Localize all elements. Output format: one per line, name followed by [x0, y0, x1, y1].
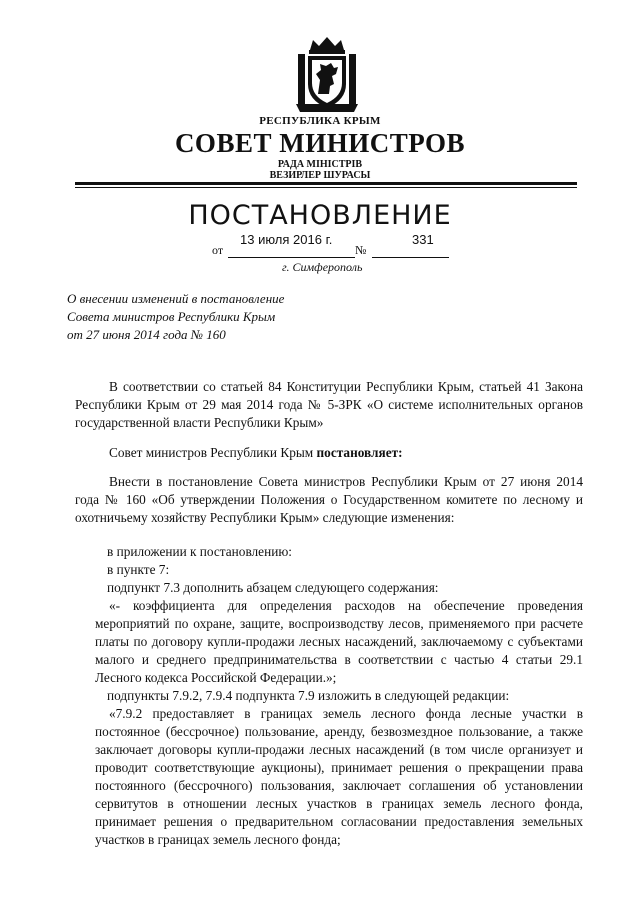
resolution-paragraph	[75, 444, 583, 462]
decree-date: 13 июля 2016 г.	[240, 232, 333, 247]
list-item: подпункт 7.3 дополнить абзацем следующего содержания:	[107, 580, 439, 595]
header-divider	[75, 182, 577, 185]
subject-line: О внесении изменений в постановление	[67, 291, 285, 306]
quoted-amendment: «7.9.2 предоставляет в границах земель лесного фонда лесные участки в постоянное (бессрочное) пользование, аренду, безвозмездное пользование, а также заключает договоры купли-продажи лесных насаждений (в том числе организует и проводит соответствующие аукционы), принимает решения о прекращении права постоянного (бессрочного) пользования, заключает соглашения об установлении сервитутов в отношении лесных участков в границах земель лесного фонда, принимает решения о предварительном согласовании предоставления земельных участков в границах земель лесного фонда;	[95, 706, 583, 847]
quoted-amendment: «- коэффициента для определения расходов на обеспечение проведения мероприятий по охране, защите, воспроизводству лесов, применяемого при расчете платы по договору купли-продажи лесных насаждений, заключаемому с субъектами малого и среднего предпринимательства в соответствии с частью 4 статьи 29.1 Лесного кодекса Российской Федерации.»;	[95, 598, 583, 685]
date-underline	[228, 257, 355, 258]
resolution-keyword: постановляет:	[316, 445, 403, 460]
preamble-paragraph: В соответствии со статьей 84 Конституции Республики Крым, статьей 41 Закона Республики Крым от 29 мая 2014 года № 5-ЗРК «О системе исполнительных органов государственной власти Республики Крым»	[75, 379, 583, 430]
decree-subject	[67, 290, 387, 344]
decree-number: 331	[412, 232, 434, 247]
list-item: подпункты 7.9.2, 7.9.4 подпункта 7.9 изложить в следующей редакции:	[107, 688, 510, 703]
council-name: СОВЕТ МИНИСТРОВ	[174, 128, 466, 158]
subject-line: от 27 июня 2014 года № 160	[67, 327, 226, 342]
header-divider-thin	[75, 187, 577, 188]
republic-name: РЕСПУБЛИКА КРЫМ	[259, 115, 381, 127]
council-name-crimean-tatar: ВЕЗИРЛЕР ШУРАСЫ	[269, 170, 371, 181]
number-prefix: №	[355, 243, 367, 257]
subject-line: Совета министров Республики Крым	[67, 309, 276, 324]
date-number-line	[212, 232, 457, 259]
date-prefix: от	[212, 243, 224, 257]
list-item: в пункте 7:	[107, 562, 170, 577]
council-name-ukrainian: РАДА МІНІСТРІВ	[277, 159, 363, 170]
amendment-intro-paragraph: Внести в постановление Совета министров Республики Крым от 27 июня 2014 года № 160 «Об утверждении Положения о Государственном комитете по лесному и охотничьему хозяйству Республики Крым» следующие изменения:	[75, 474, 583, 525]
resolution-text: Совет министров Республики Крым	[109, 445, 314, 460]
document-type-title: ПОСТАНОВЛЕНИЕ	[188, 200, 452, 231]
coat-of-arms-icon	[296, 36, 358, 114]
list-item: в приложении к постановлению:	[107, 544, 292, 559]
number-underline	[372, 257, 449, 258]
city: г. Симферополь	[282, 260, 363, 274]
